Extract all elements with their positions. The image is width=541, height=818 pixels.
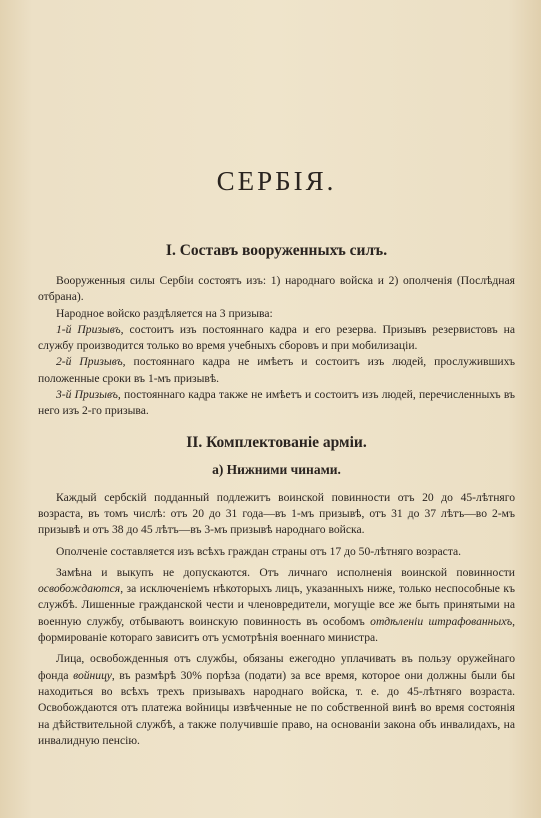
subsection-heading: а) Нижними чинами. — [212, 461, 341, 477]
section-2-heading: II. Комплектованіе арміи. — [186, 433, 367, 451]
paragraph-levies: Народное войско раздѣляется на 3 призыва: — [56, 306, 273, 320]
second-levy-label: 2-й Призывъ, — [56, 355, 126, 369]
paragraph-military-tax: Лица, освобожденныя отъ службы, обязаны ежегодно уплачивать въ пользу оружейнаго фонда войницу, въ размѣрѣ 30% порѣза (подати) за все время, которое они должны были бы находиться во всѣхъ трехъ призывахъ народнаго войска, т. е. до 45-лѣтняго возраста. Освобождаются отъ платежа войницы извѣченные не по собственной винѣ во время состоянія на дѣйствительной службѣ, а также получившіе право, на основаніи закона объ инвалидахъ, на инвалидную пенсію. — [38, 652, 515, 747]
paragraph-third-levy: 3-й Призывъ, постояннаго кадра также не имѣетъ и состоитъ изъ людей, перечисленныхъ въ него изъ 2-го призыва. — [38, 388, 515, 418]
paragraph-second-levy: 2-й Призывъ, постояннаго кадра не имѣетъ и состоитъ изъ людей, прослужившихъ положенные сроки въ 1-мъ призывѣ. — [38, 355, 515, 385]
section-1-heading: I. Составъ вооруженныхъ силъ. — [165, 242, 388, 259]
first-levy-label: 1-й Призывъ, — [56, 322, 124, 336]
paragraph-service-age: Каждый сербскій подданный подлежитъ воинской повинности отъ 20 до 45-лѣтняго возраста, въ томъ числѣ: отъ 20 до 31 года—въ 1-мъ призывѣ, отъ 31 до 37 лѣтъ—во 2-мъ призывѣ и отъ 38 до 45 лѣтъ—въ 3-мъ призывѣ народнаго войска. — [38, 490, 515, 537]
paragraph-militia: Ополченіе составляется изъ всѣхъ граждан страны отъ 17 до 50-лѣтняго возраста. — [56, 544, 462, 558]
third-levy-label: 3-й Призывъ, — [56, 388, 121, 402]
page-content — [38, 166, 515, 749]
paragraph-first-levy: 1-й Призывъ, состоитъ изъ постояннаго кадра и его резерва. Призывъ резервистовъ на службу производится только во время учебныхъ сборовъ и при мобилизаціи. — [38, 322, 515, 353]
paragraph-armed-forces: Вооруженныя силы Сербіи состоятъ изъ: 1) народнаго войска и 2) ополченія (Послѣдная отбрана). — [38, 274, 515, 304]
paragraph-exemptions: Замѣна и выкупъ не допускаются. Отъ личнаго исполненія воинской повинности освобождаются, за исключеніемъ нѣкоторыхъ лицъ, указанныхъ ниже, только неспособные къ службѣ. Лишенные гражданской чести и членовредители, могущіе все же быть принятыми на военную службу, отбываютъ воинскую повинность въ особомъ отдѣленіи штрафованныхъ, формированіе котораго зависитъ отъ усмотрѣнія военнаго министра. — [38, 565, 516, 645]
page-title: СЕРБІЯ. — [216, 166, 337, 196]
